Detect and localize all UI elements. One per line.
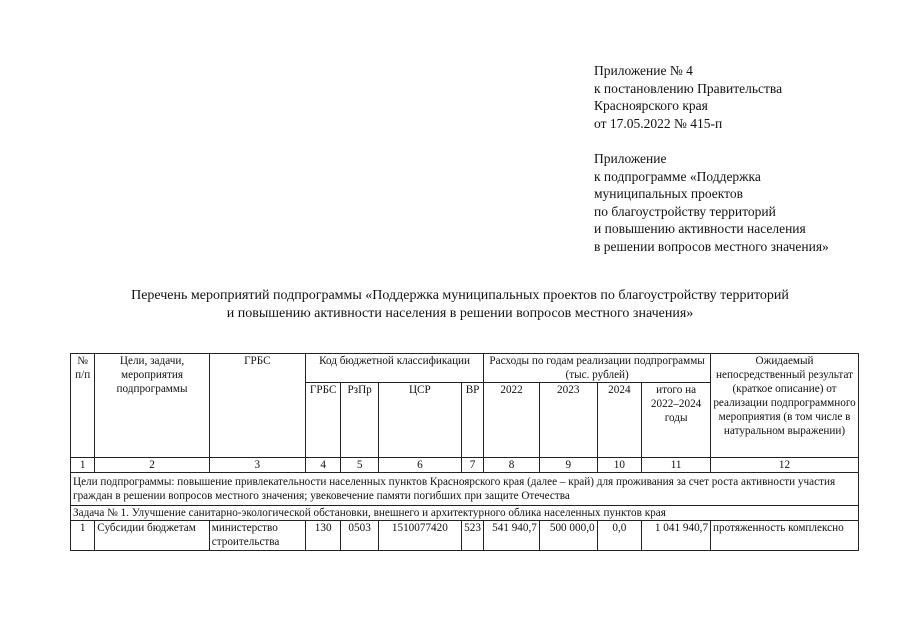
subprogram-line: по благоустройству территорий xyxy=(594,203,776,219)
header-sub-2022: 2022 xyxy=(484,383,540,458)
subprogram-line: и повышению активности населения xyxy=(594,221,806,236)
row-2022: 541 940,7 xyxy=(484,521,540,551)
row-grbs-name: министерство строительства xyxy=(209,521,305,551)
row-no: 1 xyxy=(71,521,95,551)
document-title xyxy=(60,287,860,323)
header-sub-2023: 2023 xyxy=(539,383,597,458)
header-sub-grbs: ГРБС xyxy=(305,383,340,458)
header-sub-rzpr: РзПр xyxy=(341,383,378,458)
row-vr: 523 xyxy=(461,521,483,551)
header-expenses: Расходы по годам реализации подпрограммы (тыс. рублей) xyxy=(484,354,711,383)
appendix-line: от 17.05.2022 № 415-п xyxy=(594,115,723,131)
column-number-row xyxy=(71,458,859,473)
subprogram-line: Приложение xyxy=(594,151,667,166)
title-line-1: Перечень мероприятий подпрограммы «Поддержка муниципальных проектов по благоустройству территорий xyxy=(131,288,789,303)
header-no: № п/п xyxy=(71,354,95,458)
column-number: 3 xyxy=(209,458,305,473)
header-result: Ожидаемый непосредственный результат (краткое описание) от реализации подпрограммного мероприятия (в том числе в натуральном выражении) xyxy=(711,354,859,458)
column-number: 11 xyxy=(642,458,711,473)
measures-table xyxy=(70,353,859,551)
subprogram-line: муниципальных проектов xyxy=(594,186,743,201)
title-line-2: и повышению активности населения в решении вопросов местного значения» xyxy=(226,306,694,321)
row-2024: 0,0 xyxy=(597,521,642,551)
goal-text: Цели подпрограммы: повышение привлекательности населенных пунктов Красноярского края (далее – край) для проживания за счет роста активности участия граждан в решении вопросов местного значения; увековечение памяти погибших при защите Отечества xyxy=(71,473,859,506)
appendix-line: к постановлению Правительства xyxy=(594,80,783,96)
column-number: 5 xyxy=(341,458,378,473)
row-name: Субсидии бюджетам xyxy=(95,521,209,551)
task-text: Задача № 1. Улучшение санитарно-экологической обстановки, внешнего и архитектурного облика населенных пунктов края xyxy=(71,506,859,521)
task-row xyxy=(71,506,859,521)
column-number: 7 xyxy=(461,458,483,473)
subprogram-line: к подпрограмме «Поддержка xyxy=(594,168,761,184)
column-number: 10 xyxy=(597,458,642,473)
row-2023: 500 000,0 xyxy=(539,521,597,551)
column-number: 4 xyxy=(305,458,340,473)
header-sub-2024: 2024 xyxy=(597,383,642,458)
row-grbs: 130 xyxy=(305,521,340,551)
row-result: протяженность комплексно xyxy=(711,521,859,551)
header-sub-vr: ВР xyxy=(461,383,483,458)
row-rzpr: 0503 xyxy=(341,521,378,551)
column-number: 12 xyxy=(711,458,859,473)
row-total: 1 041 940,7 xyxy=(642,521,711,551)
header-grbs: ГРБС xyxy=(209,354,305,458)
appendix-header xyxy=(594,62,829,255)
column-number: 1 xyxy=(71,458,95,473)
column-number: 6 xyxy=(378,458,461,473)
header-row-1 xyxy=(71,354,859,383)
column-number: 9 xyxy=(539,458,597,473)
appendix-line: Приложение № 4 xyxy=(594,63,693,78)
header-budget-code: Код бюджетной классификации xyxy=(305,354,483,383)
goal-row xyxy=(71,473,859,506)
appendix-line: Красноярского края xyxy=(594,98,708,113)
header-sub-total: итого на 2022–2024 годы xyxy=(642,383,711,458)
header-goals: Цели, задачи, мероприятия подпрограммы xyxy=(95,354,209,458)
header-sub-csr: ЦСР xyxy=(378,383,461,458)
column-number: 8 xyxy=(484,458,540,473)
column-number: 2 xyxy=(95,458,209,473)
table-row xyxy=(71,521,859,551)
row-csr: 1510077420 xyxy=(378,521,461,551)
subprogram-line: в решении вопросов местного значения» xyxy=(594,238,829,254)
